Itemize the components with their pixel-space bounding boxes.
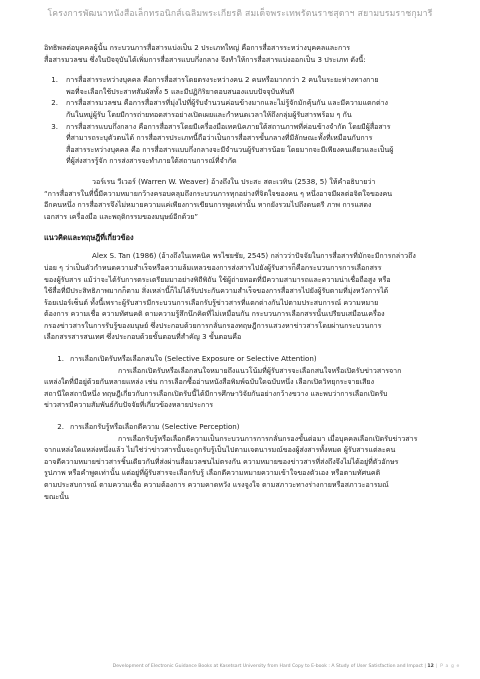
text-line: รูปภาพ หรือคำพูดเท่านั้น แต่อยู่ที่ผู้รับสารจะเลือกรับรู้ เลือกตีความหมายความเข้าใจของตัวเอง หรือตามทัศนคติ [44, 468, 381, 478]
list-number: 2. [57, 422, 64, 432]
text-line: กันในหมู่ผู้รับ โดยมีการถ่ายทอดสารอย่างเปิดเผยและกำหนดเวลาให้ถึงกลุ่มผู้รับสารพร้อม ๆ กัน [66, 109, 352, 119]
text-line: ใช้สื่อที่มีประสิทธิภาพมากก็ตาม สิ่งเหล่านี้ก็ไม่ได้รับประกันความสำเร็จของการสื่อสารไปยังผู้รับตามที่มุ่งหวังการได้ [44, 286, 389, 296]
page-number: 12 [427, 664, 434, 669]
list-number: 1. [51, 75, 58, 85]
text-line: ข่าวสารมีความสัมพันธ์กับปัจจัยที่เกี่ยวข้องหลายประการ [44, 400, 214, 410]
communication-types-list [44, 74, 444, 167]
list-item [44, 97, 444, 120]
text-line: บ่อย ๆ ว่าเป็นตัวกำหนดความสำเร็จหรือความล้มเหลวของการส่งสารไปยังผู้รับสารก็คือกระบวนการการเลือกสรร [44, 262, 382, 272]
intro-paragraph [44, 42, 444, 65]
text-line: อีกคนหนึ่ง การสื่อสารจึงไม่หมายความแค่เพียงการเขียนการพูดเท่านั้น หากยังรวมไปถึงดนตรี ภาพ การแสดง [44, 200, 372, 210]
text-line: การสื่อสารระหว่างบุคคล คือการสื่อสารโดยตรงระหว่างคน 2 คนหรือมากกว่า 2 คนในระยะห่างทางกาย [66, 75, 379, 85]
text-line: สื่อสารระหว่างบุคคล คือ การสื่อสารแบบกึ่งกลางจะมีจำนวนผู้รับสารน้อย โดยมากจะมีเพียงคนเดียวและเป็นผู้ [66, 144, 394, 154]
page-header: โครงการพัฒนาหนังสือเล็กทรอนิกส์เฉลิมพระเกียรติ สมเด็จพระเทพรัตนราชสุดาฯ สยามบรมราชกุมารี [47, 9, 433, 19]
text-line: “การสื่อสารในที่นี้มีความหมายกว้างครอบคลุมถึงกระบวนการทุกอย่างที่จิตใจของคน ๆ หนึ่งอาจมีผลต่อจิตใจของคน [44, 188, 393, 198]
list-number: 1. [57, 354, 64, 364]
text-line: การสื่อสารมวลชน คือการสื่อสารที่มุ่งไปที่ผู้รับจำนวนค่อนข้างมากและไม่รู้จักมักคุ้นกัน และมีความแตกต่าง [66, 98, 389, 108]
quote-paragraph [44, 176, 444, 222]
text-line: การเลือกรับรู้หรือเลือกตีความเป็นกระบวนการการกลั่นกรองขั้นต่อมา เมื่อบุคคลเลือกเปิดรับข่าวสาร [118, 433, 418, 443]
text-line: ของผู้รับสาร แม้ว่าจะได้รับการตระเตรียมมาอย่างพิถีพิถัน ใช้ผู้ถ่ายทอดที่มีความสามารถและความน่าเชื่อถือสูง หรือ [44, 274, 391, 284]
text-line: Alex S. Tan (1986) (อ้างถึงในเทคนิค พรไชยชัย, 2545) กล่าวว่าปัจจัยในการสื่อสารที่มักจะมีการกล่าวถึง [92, 251, 416, 261]
text-line: สถานีใดสถานีหนึ่ง ทฤษฎีเกี่ยวกับการเลือกเปิดรับนี้ได้มีการศึกษาวิจัยกันอย่างกว้างขวาง และพบว่าการเลือกเปิดรับ [44, 388, 388, 398]
text-line: เอกสาร เครื่องมือ และพฤติกรรมของมนุษย์อีกด้วย” [44, 211, 199, 221]
text-line: สื่อสารมวลชน ซึ่งในปัจจุบันได้เพิ่มการสื่อสารแบบกึ่งกลาง จึงทำให้การสื่อสารแบ่งออกเป็น 3 ประเภท ดังนี้: [44, 54, 366, 64]
page-content [44, 42, 444, 502]
text-line: การเลือกเปิดรับหรือเลือกสนใจหมายถึงแนวโน้มที่ผู้รับสารจะเลือกสนใจหรือเปิดรับข่าวสารจาก [118, 365, 402, 375]
list-item [44, 74, 444, 97]
text-line: การสื่อสารแบบกึ่งกลาง คือการสื่อสารโดยมีเครื่องมือเทคนิคภายใต้สถานภาพที่ค่อนข้างจำกัด โดยมีผู้สื่อสาร [66, 121, 391, 131]
text-line: ขณะนั้น [44, 491, 69, 501]
text-line: จากแหล่งใดแหล่งหนึ่งแล้ว ไม่ใช่ว่าข่าวสารนั้นจะถูกรับรู้เป็นไปตามเจตนารมณ์ของผู้ส่งสารทั้งหมด ผู้รับสารแต่ละคน [44, 445, 396, 455]
text-line: อิทธิพลต่อบุคคลผู้นั้น กระบวนการสื่อสารแบ่งเป็น 2 ประเภทใหญ่ คือการสื่อสารระหว่างบุคคลและการ [44, 43, 351, 52]
footer-separator: | [422, 664, 428, 669]
text-line: กรองข่าวสารในการรับรู้ของมนุษย์ ซึ่งประกอบด้วยการกลั่นกรองทฤษฎีการแสวงหาข่าวสารโดยผ่านกระบวนการ [44, 320, 382, 330]
list-number: 3. [51, 121, 58, 131]
text-line: ต้องการ ความเชื่อ ความทัศนคติ ตามความรู้สึกนึกคิดที่ไม่เหมือนกัน กระบวนการเลือกสรรนั้นเปรียบเสมือนเครื่อง [44, 309, 385, 319]
text-line: ตามประสบการณ์ ตามความเชื่อ ความต้องการ ความคาดหวัง แรงจูงใจ ตามสภาวะทางร่างกายหรือสภาวะอารมณ์ [44, 480, 389, 489]
section-heading: แนวคิดและทฤษฎีที่เกี่ยวข้อง [44, 233, 134, 243]
footer-text: Development of Electronic Guidance Books at Kasetsart University from Hard Copy to E-book : A Study of User Satisfaction and Impact [112, 664, 423, 669]
section-paragraph [44, 250, 444, 343]
text-line: ที่ผู้ส่งสารรู้จัก การส่งสารจะทำภายใต้สถานการณ์ที่จำกัด [66, 156, 237, 166]
page-label: | P a g e [433, 664, 460, 669]
subsection-1 [44, 353, 444, 411]
list-number: 2. [51, 98, 58, 108]
page-footer [30, 664, 460, 669]
text-line: พอที่จะเลือกใช้ประสาทสัมผัสทั้ง 5 และมีปฏิกิริยาตอบสนองแบบปัจจุบันทันที [66, 86, 295, 96]
subsection-title: การเลือกรับรู้หรือเลือกตีความ (Selective Perception) [70, 422, 240, 432]
text-line: แหล่งใดที่มีอยู่ด้วยกันหลายแหล่ง เช่น การเลือกซื้ออ่านหนังสือพิมพ์ฉบับใดฉบับหนึ่ง เลือกเปิดวิทยุกระจายเสียง [44, 377, 375, 387]
text-line: ร้อยเปอร์เซ็นต์ ทั้งนี้เพราะผู้รับสารมีกระบวนการเลือกรับรู้ข่าวสารที่แตกต่างกันไปตามประสบการณ์ ความหมาย [44, 297, 379, 307]
list-item [44, 121, 444, 167]
quote-intro: วอร์เรน วีเวอร์ (Warren W. Weaver) อ้างถึงใน ประสะ สตะเวทิน (2538, 5) ให้คำอธิบายว่า [92, 176, 376, 186]
text-line: อาจตีความหมายข่าวสารชิ้นเดียวกันที่ส่งผ่านสื่อมวลชนไม่ตรงกัน ความหมายของข่าวสารที่ส่งถึงจึงไม่ได้อยู่ที่ตัวอักษร [44, 456, 399, 466]
text-line: ที่สามารถระบุตัวตนได้ การสื่อสารประเภทนี้ถือว่าเป็นการสื่อสารขั้นกลางที่มีลักษณะทั้งที่เหมือนกับการ [66, 133, 373, 143]
text-line: เลือกสรรสารสนเทศ ซึ่งประกอบด้วยขั้นตอนที่สำคัญ 3 ขั้นตอนคือ [44, 332, 242, 342]
subsection-2 [44, 421, 444, 502]
subsection-title: การเลือกเปิดรับหรือเลือกสนใจ (Selective Exposure or Selective Attention) [70, 354, 317, 364]
